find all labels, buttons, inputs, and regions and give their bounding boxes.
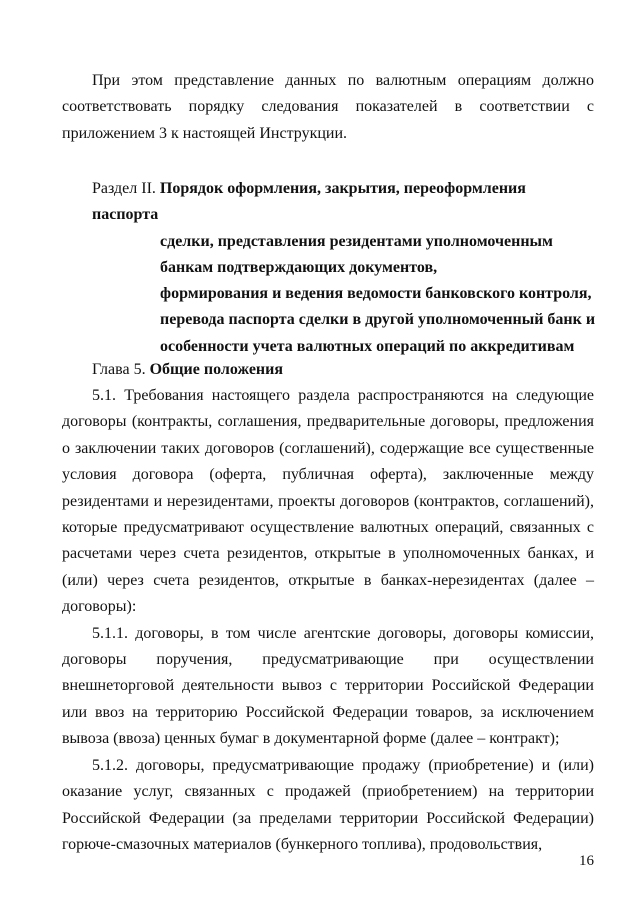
chapter-prefix: Глава 5.: [92, 361, 146, 378]
page-number: 16: [579, 853, 594, 869]
section-title-line-6: особенности учета валютных операций по аккредитивам: [160, 337, 575, 355]
section-prefix: Раздел II.: [92, 180, 156, 197]
section-title-line-4: формирования и ведения ведомости банковского контроля,: [160, 285, 592, 303]
paragraph-5-1-2: 5.1.2. договоры, предусматривающие продажу (приобретение) и (или) оказание услуг, связанных с продажей (приобретением) на территории Российской Федерации (за пределами территории Российской Федерации) горюче-смазочных материалов (бункерного топлива), продовольствия,: [62, 756, 594, 853]
chapter-heading: [92, 357, 283, 383]
section-title-line-5: перевода паспорта сделки в другой уполномоченный банк и: [160, 311, 596, 329]
section-title-line-3: банкам подтверждающих документов,: [160, 258, 438, 276]
intro-paragraph: При этом представление данных по валютным операциям должно соответствовать порядку следования показателей в соответствии с приложением 3 к настоящей Инструкции.: [62, 72, 594, 142]
body-text: [62, 383, 594, 858]
paragraph-5-1-1: 5.1.1. договоры, в том числе агентские договоры, договоры комиссии, договоры поручения, предусматривающие при осуществлении внешнеторговой деятельности вывоз с территории Российской Федерации или ввоз на территорию Российской Федерации товаров, за исключением вывоза (ввоза) ценных бумаг в документарной форме (далее – контракт);: [62, 624, 594, 748]
section-heading: [92, 176, 596, 360]
section-title-line-1: Порядок оформления, закрытия, переоформления паспорта: [92, 180, 526, 224]
paragraph-5-1: 5.1. Требования настоящего раздела распространяются на следующие договоры (контракты, соглашения, предварительные договоры, предложения о заключении таких договоров (соглашений), содержащие все существенные условия договора (оферта, публичная оферта), заключенные между резидентами и нерезидентами, проекты договоров (контрактов, соглашений), которые предусматривают осуществление валютных операций, связанных с расчетами через счета резидентов, открытые в уполномоченных банках, и (или) через счета резидентов, открытые в банках-нерезидентах (далее – договоры):: [62, 387, 594, 616]
intro-paragraph-block: [62, 68, 594, 147]
chapter-title: Общие положения: [149, 361, 284, 378]
section-title-line-2: сделки, представления резидентами уполномоченным: [160, 232, 553, 250]
